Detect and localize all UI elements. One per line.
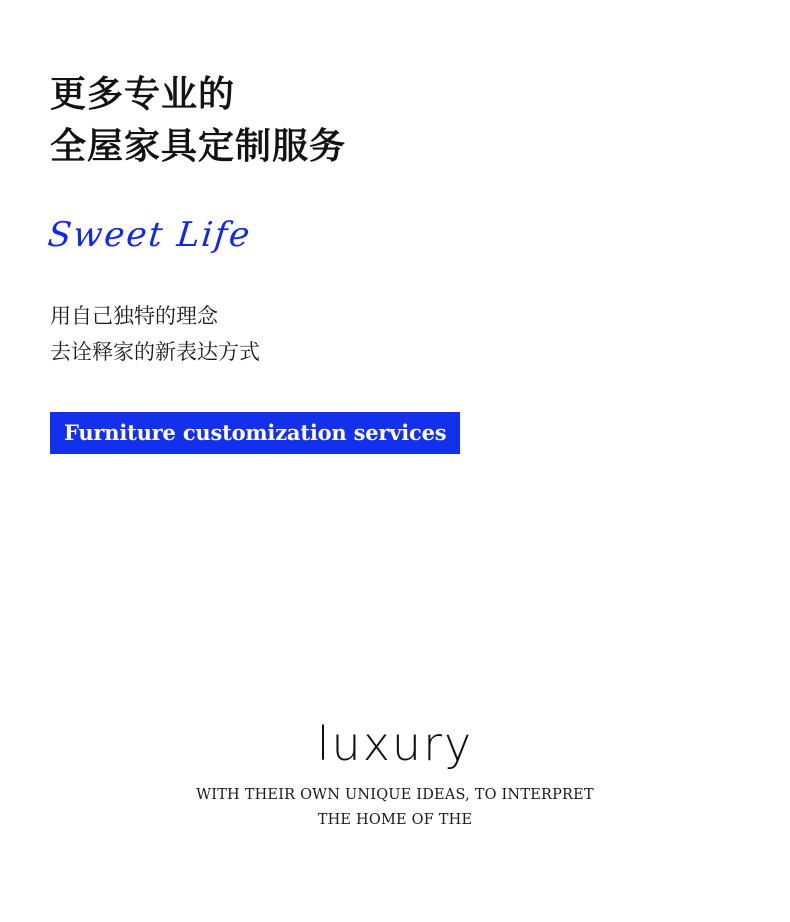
subcopy-line-1: 用自己独特的理念 [50,304,218,328]
brand-tagline-line-2: THE HOME OF THE [317,812,473,828]
furniture-customization-tag[interactable]: Furniture customization services [50,412,460,454]
brand-tagline [0,783,790,833]
headline-block [50,68,650,172]
subcopy-line-2: 去诠释家的新表达方式 [50,340,260,364]
subcopy-block [50,298,570,370]
script-accent-text: Sweet Life [45,215,254,255]
headline-line-1: 更多专业的 [50,73,236,115]
brand-tagline-line-1: WITH THEIR OWN UNIQUE IDEAS, TO INTERPRET [196,787,594,803]
headline-line-2: 全屋家具定制服务 [50,125,347,167]
brand-wordmark: luxury [316,717,474,771]
brand-block [0,715,790,833]
